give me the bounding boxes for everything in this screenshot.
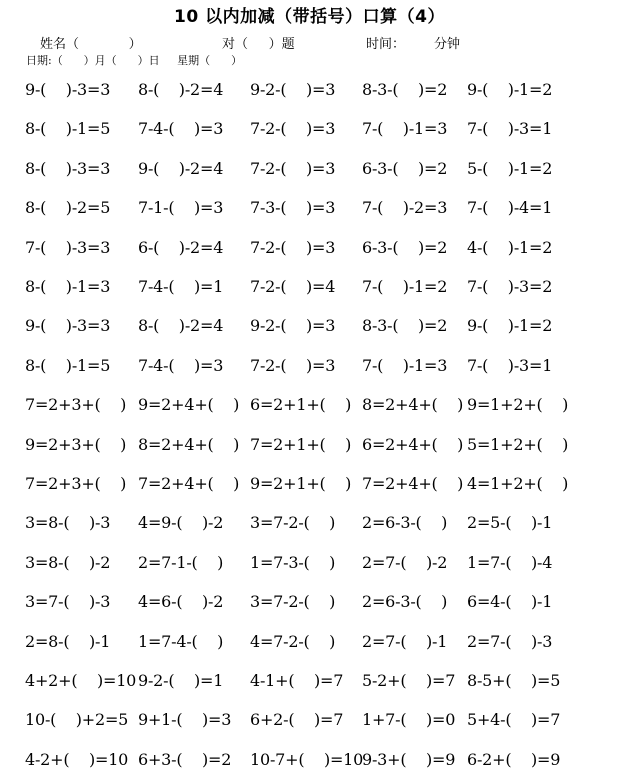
name-field-label: 姓名（ ） <box>40 37 142 52</box>
math-problem: 7-4-( )=1 <box>138 277 224 296</box>
math-problem: 10-( )+2=5 <box>25 710 129 730</box>
math-problem: 6+3-( )=2 <box>138 749 232 769</box>
math-problem: 6=4-( )-1 <box>467 592 553 612</box>
math-problem: 7-4-( )=3 <box>138 119 224 139</box>
problem-row <box>0 277 619 301</box>
math-problem: 9=2+1+( ) <box>250 474 352 493</box>
math-problem: 5+4-( )=7 <box>467 710 561 730</box>
math-problem: 2=5-( )-1 <box>467 513 553 533</box>
problem-row <box>0 592 619 616</box>
math-problem: 6+2-( )=7 <box>250 710 344 730</box>
math-problem: 9-2-( )=1 <box>138 671 224 690</box>
problem-row <box>0 159 619 183</box>
math-problem: 3=8-( )-2 <box>25 552 111 572</box>
math-problem: 2=6-3-( ) <box>362 513 448 533</box>
math-problem: 6-3-( )=2 <box>362 158 448 178</box>
math-problem: 7-3-( )=3 <box>250 198 336 218</box>
math-problem: 2=8-( )-1 <box>25 631 111 651</box>
math-problem: 6=2+4+( ) <box>362 434 464 454</box>
math-problem: 7-2-( )=3 <box>250 355 336 375</box>
math-problem: 8-( )-3=3 <box>25 158 111 178</box>
problem-row <box>0 671 619 695</box>
problem-row <box>0 198 619 222</box>
math-problem: 8-( )-2=5 <box>25 198 111 218</box>
math-problem: 5=1+2+( ) <box>467 434 569 454</box>
problem-row <box>0 710 619 734</box>
problem-row <box>0 474 619 498</box>
math-problem: 7=2+3+( ) <box>25 474 127 493</box>
math-problem: 8-( )-1=3 <box>25 277 111 296</box>
math-problem: 4=1+2+( ) <box>467 474 569 493</box>
problem-row <box>0 750 619 774</box>
math-problem: 4-2+( )=10 <box>25 749 129 769</box>
math-problem: 9=2+4+( ) <box>138 395 240 415</box>
math-problem: 9-2-( )=3 <box>250 80 336 99</box>
math-problem: 2=6-3-( ) <box>362 592 448 612</box>
problem-row <box>0 513 619 537</box>
math-problem: 2=7-( )-3 <box>467 631 553 651</box>
problem-row <box>0 316 619 340</box>
math-problem: 1+7-( )=0 <box>362 710 456 730</box>
problem-row <box>0 632 619 656</box>
math-problem: 7=2+1+( ) <box>250 434 352 454</box>
math-problem: 2=7-( )-2 <box>362 552 448 572</box>
math-problem: 8-3-( )=2 <box>362 80 448 99</box>
math-problem: 7-1-( )=3 <box>138 198 224 218</box>
problem-row <box>0 553 619 577</box>
math-problem: 7-( )-1=3 <box>362 355 448 375</box>
math-problem: 9-( )-3=3 <box>25 316 111 336</box>
problem-row <box>0 395 619 419</box>
math-problem: 3=7-( )-3 <box>25 592 111 612</box>
math-problem: 3=7-2-( ) <box>250 592 336 612</box>
math-problem: 7-( )-3=1 <box>467 355 553 375</box>
math-problem: 2=7-( )-1 <box>362 631 448 651</box>
math-problem: 9-( )-2=4 <box>138 158 224 178</box>
math-problem: 7-2-( )=3 <box>250 119 336 139</box>
math-problem: 1=7-4-( ) <box>138 631 224 651</box>
math-problem: 6=2+1+( ) <box>250 395 352 415</box>
math-problem: 4=7-2-( ) <box>250 631 336 651</box>
date-field-label: 日期:（ ）月（ ）日 星期（ ） <box>26 54 243 67</box>
math-problem: 7=2+4+( ) <box>138 474 240 493</box>
math-problem: 4+2+( )=10 <box>25 671 137 690</box>
math-problem: 3=7-2-( ) <box>250 513 336 533</box>
correct-count-label: 对（ ）题 <box>222 37 295 52</box>
problem-row <box>0 238 619 262</box>
math-problem: 5-2+( )=7 <box>362 671 456 690</box>
problem-row <box>0 119 619 143</box>
math-problem: 7-( )-4=1 <box>467 198 553 218</box>
math-problem: 7-4-( )=3 <box>138 355 224 375</box>
math-problem: 7-( )-1=2 <box>362 277 448 296</box>
math-problem: 4=9-( )-2 <box>138 513 224 533</box>
math-problem: 7=2+3+( ) <box>25 395 127 415</box>
math-problem: 4=6-( )-2 <box>138 592 224 612</box>
math-problem: 7-2-( )=3 <box>250 237 336 257</box>
math-problem: 9-2-( )=3 <box>250 316 336 336</box>
math-problem: 6-3-( )=2 <box>362 237 448 257</box>
problem-row <box>0 356 619 380</box>
math-problem: 7-( )-3=3 <box>25 237 111 257</box>
math-problem: 8-( )-1=5 <box>25 119 111 139</box>
math-problem: 4-( )-1=2 <box>467 237 553 257</box>
math-problem: 10-7+( )=10 <box>250 749 364 769</box>
math-problem: 9=1+2+( ) <box>467 395 569 415</box>
math-problem: 7-( )-2=3 <box>362 198 448 218</box>
math-problem: 7-2-( )=4 <box>250 277 336 296</box>
math-problem: 8=2+4+( ) <box>138 434 240 454</box>
math-problem: 9=2+3+( ) <box>25 434 127 454</box>
math-problem: 9-( )-3=3 <box>25 80 111 99</box>
worksheet-title: 10 以内加减（带括号）口算（4） <box>174 7 445 27</box>
time-label: 时间： <box>366 37 406 52</box>
math-problem: 1=7-( )-4 <box>467 552 553 572</box>
math-problem: 8-( )-2=4 <box>138 316 224 336</box>
math-problem: 7-( )-1=3 <box>362 119 448 139</box>
math-problem: 2=7-1-( ) <box>138 552 224 572</box>
math-problem: 9-( )-1=2 <box>467 316 553 336</box>
problem-row <box>0 435 619 459</box>
math-problem: 7-( )-3=1 <box>467 119 553 139</box>
math-problem: 9-3+( )=9 <box>362 749 456 769</box>
math-problem: 8=2+4+( ) <box>362 395 464 415</box>
math-problem: 6-( )-2=4 <box>138 237 224 257</box>
math-problem: 8-( )-2=4 <box>138 80 224 99</box>
math-problem: 8-3-( )=2 <box>362 316 448 336</box>
math-problem: 8-( )-1=5 <box>25 355 111 375</box>
math-problem: 1=7-3-( ) <box>250 552 336 572</box>
math-problem: 7=2+4+( ) <box>362 474 464 493</box>
minutes-label: 分钟 <box>434 37 461 52</box>
math-problem: 5-( )-1=2 <box>467 158 553 178</box>
math-problem: 4-1+( )=7 <box>250 671 344 690</box>
math-problem: 6-2+( )=9 <box>467 749 561 769</box>
math-problem: 7-2-( )=3 <box>250 158 336 178</box>
math-problem: 9-( )-1=2 <box>467 80 553 99</box>
math-problem: 3=8-( )-3 <box>25 513 111 533</box>
problem-row <box>0 80 619 104</box>
math-problem: 9+1-( )=3 <box>138 710 232 730</box>
math-problem: 7-( )-3=2 <box>467 277 553 296</box>
math-problem: 8-5+( )=5 <box>467 671 561 690</box>
